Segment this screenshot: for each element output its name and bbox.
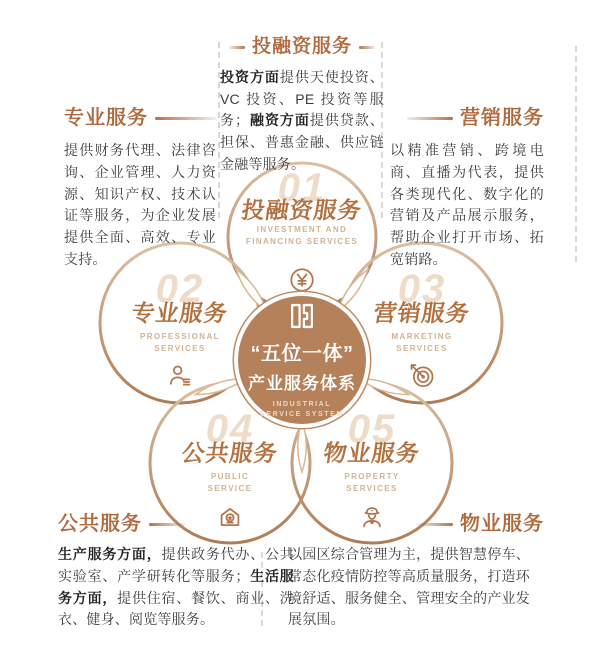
caption-line: FINANCING SERVICES xyxy=(245,236,359,246)
petal-number: 05 xyxy=(347,407,397,451)
professional-description xyxy=(64,140,216,271)
text-run: 提供天使投资、VC 投资、PE 投资等服务； xyxy=(220,68,384,129)
section-title-text: 公共服务 xyxy=(58,513,142,535)
caption-line: SERVICES xyxy=(396,343,448,353)
caption-line: SERVICES xyxy=(346,483,398,493)
text-run: 提供住宿、餐饮、商业、洗衣、健身、阅览等服务。 xyxy=(58,589,294,628)
title-dash xyxy=(149,523,185,526)
title-dash xyxy=(407,117,453,120)
center-title-line2: 产业服务体系 xyxy=(248,373,356,393)
caption-line: PROFESSIONAL xyxy=(140,332,220,341)
section-property xyxy=(288,512,544,631)
caption-line: PUBLIC xyxy=(210,472,250,481)
text-run: 以园区综合管理为主，提供智慧停车、常态化疫情防控等高质量服务，打造环境舒适、服务健全、管理安全的产业发展氛围。 xyxy=(288,546,530,628)
petal-number: 02 xyxy=(155,267,205,311)
title-dash xyxy=(359,46,375,49)
center-caption xyxy=(260,400,344,421)
petal-title: 投融资服务 xyxy=(239,197,364,223)
section-professional xyxy=(64,106,216,271)
section-title-text: 投融资服务 xyxy=(251,36,352,57)
public-description xyxy=(58,544,294,631)
petal-title: 专业服务 xyxy=(129,300,230,326)
section-title-text: 营销服务 xyxy=(460,107,544,129)
section-public xyxy=(58,512,294,631)
caption-line: INVESTMENT AND xyxy=(256,225,348,234)
petal-number: 01 xyxy=(277,166,327,210)
investment-description xyxy=(220,67,384,176)
petal-caption xyxy=(292,471,452,494)
marketing-section-title xyxy=(390,106,544,130)
text-run: 提供贷款、担保、普惠金融、供应链金融等服务。 xyxy=(220,112,385,173)
professional-section-title xyxy=(64,106,216,130)
petal-title: 物业服务 xyxy=(321,440,422,466)
petal-number: 04 xyxy=(205,407,255,451)
public-section-title xyxy=(58,512,294,536)
petal-caption xyxy=(100,331,260,354)
center-hub xyxy=(238,296,366,424)
yuan-icon xyxy=(288,266,316,294)
petal-title: 营销服务 xyxy=(371,300,472,326)
caption-line: SERVICES xyxy=(154,343,206,353)
petal-caption xyxy=(150,471,310,494)
center-title-line1: “五位一体” xyxy=(250,342,354,365)
caption-line: MARKETING xyxy=(391,332,453,341)
text-run: 以精准营销、跨境电商、直播为代表，提供各类现代化、数字化的营销及产品展示服务，帮助企业打开市场、拓宽销路。 xyxy=(390,142,544,268)
property-section-title xyxy=(288,512,544,536)
caption-line: INDUSTRIAL xyxy=(272,400,332,408)
property-description xyxy=(288,544,530,631)
text-run: 融资方面 xyxy=(249,112,310,129)
title-dash xyxy=(417,523,453,526)
caption-line: PROPERTY xyxy=(344,472,400,481)
text-run: 提供政务代办、公共实验室、产学研转化等服务； xyxy=(58,546,294,584)
petal-number: 03 xyxy=(397,267,447,311)
petal-caption xyxy=(342,331,502,354)
text-run: 生产服务方面， xyxy=(58,546,162,562)
title-dash xyxy=(229,46,245,49)
investment-section-title xyxy=(220,36,384,59)
section-investment xyxy=(220,36,384,176)
caption-line: SERVICE SYSTEM xyxy=(260,411,344,418)
logo-icon xyxy=(286,300,318,332)
section-marketing xyxy=(390,106,544,271)
caption-line: SERVICE xyxy=(207,483,253,493)
section-title-text: 专业服务 xyxy=(64,107,148,129)
marketing-description xyxy=(390,140,544,271)
text-run: 投资方面 xyxy=(220,68,280,85)
title-dash xyxy=(155,117,216,120)
petal-title: 公共服务 xyxy=(179,440,280,466)
section-title-text: 物业服务 xyxy=(460,513,544,535)
text-run: 生活服务方面， xyxy=(58,567,294,606)
text-run: 提供财务代理、法律咨询、企业管理、人力资源、知识产权、技术认证等服务，为企业发展提供全面、高效、专业支持。 xyxy=(64,142,216,268)
